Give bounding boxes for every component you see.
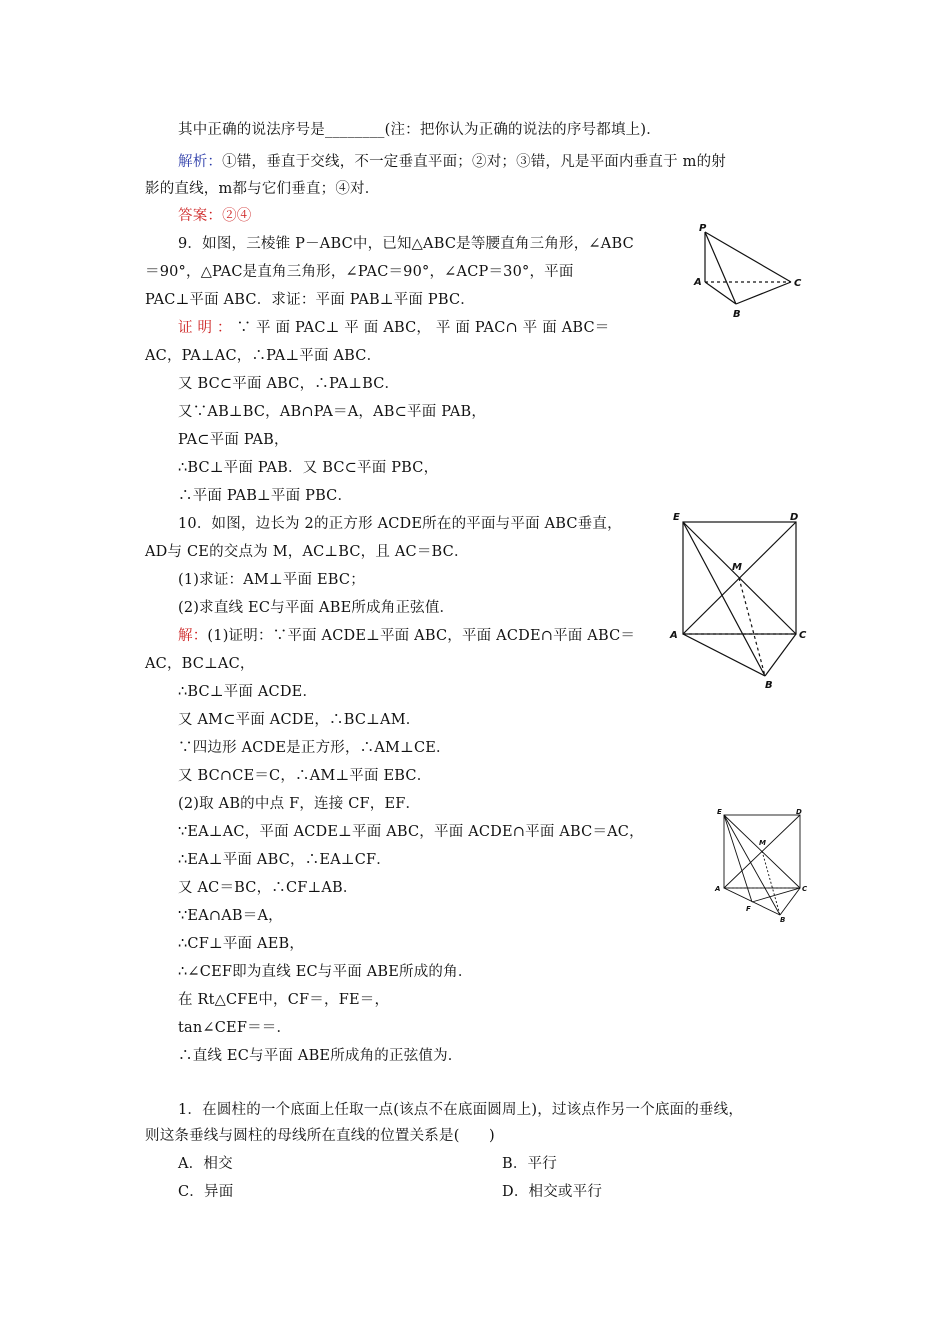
- q10-sol-line-12: ∴CF⊥平面 AEB，: [178, 936, 305, 952]
- solution-label: 解：: [178, 628, 208, 644]
- q10-line-3: (1)求证：AM⊥平面 EBC；: [178, 572, 365, 588]
- q10-sol-line-10: 又 AC＝BC，∴CF⊥AB．: [178, 880, 358, 896]
- q10-sol-line-6: 又 BC∩CE＝C，∴AM⊥平面 EBC．: [178, 768, 432, 784]
- proof-text: ∵ 平 面 PAC⊥ 平 面 ABC， 平 面 PAC∩ 平 面 ABC＝: [236, 320, 610, 336]
- q10-sol-line-14: 在 Rt△CFE中，CF＝，FE＝，: [178, 992, 390, 1008]
- figure-square-prism-f: [712, 805, 812, 925]
- q10-sol-line-15: tan∠CEF＝＝．: [178, 1020, 292, 1036]
- q9-proof-line-1: [178, 318, 610, 338]
- label-d: D: [796, 808, 802, 816]
- proof-label: 证 明 ：: [178, 320, 232, 336]
- label-e: E: [673, 512, 680, 523]
- q9-line-2: ＝90°，△PAC是直角三角形，∠PAC＝90°，∠ACP＝30°，平面: [145, 264, 574, 280]
- q9-proof-line-7: ∴平面 PAB⊥平面 PBC．: [178, 488, 353, 504]
- label-p: P: [699, 223, 707, 234]
- q10-line-2: AD与 CE的交点为 M，AC⊥BC，且 AC＝BC．: [145, 544, 469, 560]
- analysis-line-1: [178, 152, 726, 172]
- option-a: A．相交: [178, 1156, 233, 1172]
- q9-proof-line-5: PA⊂平面 PAB，: [178, 432, 289, 448]
- q10-sol-line-16: ∴直线 EC与平面 ABE所成角的正弦值为．: [178, 1048, 463, 1064]
- label-b: B: [780, 916, 786, 924]
- label-d: D: [790, 512, 799, 523]
- label-c: C: [799, 630, 807, 641]
- label-f: F: [746, 905, 751, 913]
- q10-line-4: (2)求直线 EC与平面 ABE所成角正弦值．: [178, 600, 455, 616]
- solution-text: (1)证明：∵平面 ACDE⊥平面 ABC，平面 ACDE∩平面 ABC＝: [207, 628, 636, 644]
- q10-sol-line-9: ∴EA⊥平面 ABC，∴EA⊥CF．: [178, 852, 391, 868]
- q9-line-1: 9．如图，三棱锥 P－ABC中，已知△ABC是等腰直角三角形，∠ABC: [178, 236, 634, 252]
- q10-line-1: 10．如图，边长为 2的正方形 ACDE所在的平面与平面 ABC垂直，: [178, 516, 622, 532]
- q10-sol-line-13: ∴∠CEF即为直线 EC与平面 ABE所成的角．: [178, 964, 473, 980]
- label-e: E: [717, 808, 722, 816]
- exercise-1-line-1: 1．在圆柱的一个底面上任取一点(该点不在底面圆周上)，过该点作另一个底面的垂线，: [178, 1102, 744, 1118]
- analysis-line-2: 影的直线，m都与它们垂直；④对．: [145, 181, 380, 197]
- q10-sol-line-1: [178, 626, 635, 646]
- label-a: A: [694, 277, 702, 288]
- figure-square-prism: [668, 508, 818, 693]
- label-b: B: [765, 680, 773, 691]
- option-b: B．平行: [502, 1156, 557, 1172]
- q9-proof-line-2: AC，PA⊥AC，∴PA⊥平面 ABC．: [145, 348, 382, 364]
- label-m: M: [759, 839, 766, 847]
- answer-label: 答案：②④: [178, 208, 252, 224]
- exercise-1-line-2: 则这条垂线与圆柱的母线所在直线的位置关系是( ): [145, 1128, 495, 1144]
- q9-line-3: PAC⊥平面 ABC．求证：平面 PAB⊥平面 PBC．: [145, 292, 476, 308]
- label-a: A: [670, 630, 678, 641]
- q10-sol-line-5: ∵四边形 ACDE是正方形，∴AM⊥CE．: [178, 740, 451, 756]
- q10-sol-line-11: ∵EA∩AB＝A，: [178, 908, 283, 924]
- q9-proof-line-6: ∴BC⊥平面 PAB．又 BC⊂平面 PBC，: [178, 460, 439, 476]
- q9-proof-line-3: 又 BC⊂平面 ABC，∴PA⊥BC．: [178, 376, 400, 392]
- option-d: D．相交或平行: [502, 1184, 603, 1200]
- q10-sol-line-3: ∴BC⊥平面 ACDE．: [178, 684, 318, 700]
- q10-sol-line-4: 又 AM⊂平面 ACDE，∴BC⊥AM．: [178, 712, 421, 728]
- option-c: C．异面: [178, 1184, 234, 1200]
- q10-sol-line-8: ∵EA⊥AC，平面 ACDE⊥平面 ABC，平面 ACDE∩平面 ABC＝AC，: [178, 824, 644, 840]
- label-b: B: [733, 309, 741, 320]
- q9-proof-line-4: 又∵AB⊥BC，AB∩PA＝A，AB⊂平面 PAB，: [178, 404, 487, 420]
- label-m: M: [732, 562, 742, 573]
- label-a: A: [715, 885, 721, 893]
- prev-question-tail: 其中正确的说法序号是________(注：把你认为正确的说法的序号都填上)．: [178, 122, 661, 138]
- figure-pyramid: [690, 220, 810, 325]
- label-c: C: [794, 278, 802, 289]
- label-c: C: [802, 885, 808, 893]
- analysis-label: 解析：: [178, 154, 223, 170]
- analysis-text: ①错，垂直于交线，不一定垂直平面；②对；③错，凡是平面内垂直于 m的射: [222, 154, 726, 170]
- q10-sol-line-7: (2)取 AB的中点 F，连接 CF，EF．: [178, 796, 421, 812]
- q10-sol-line-2: AC，BC⊥AC，: [145, 656, 255, 672]
